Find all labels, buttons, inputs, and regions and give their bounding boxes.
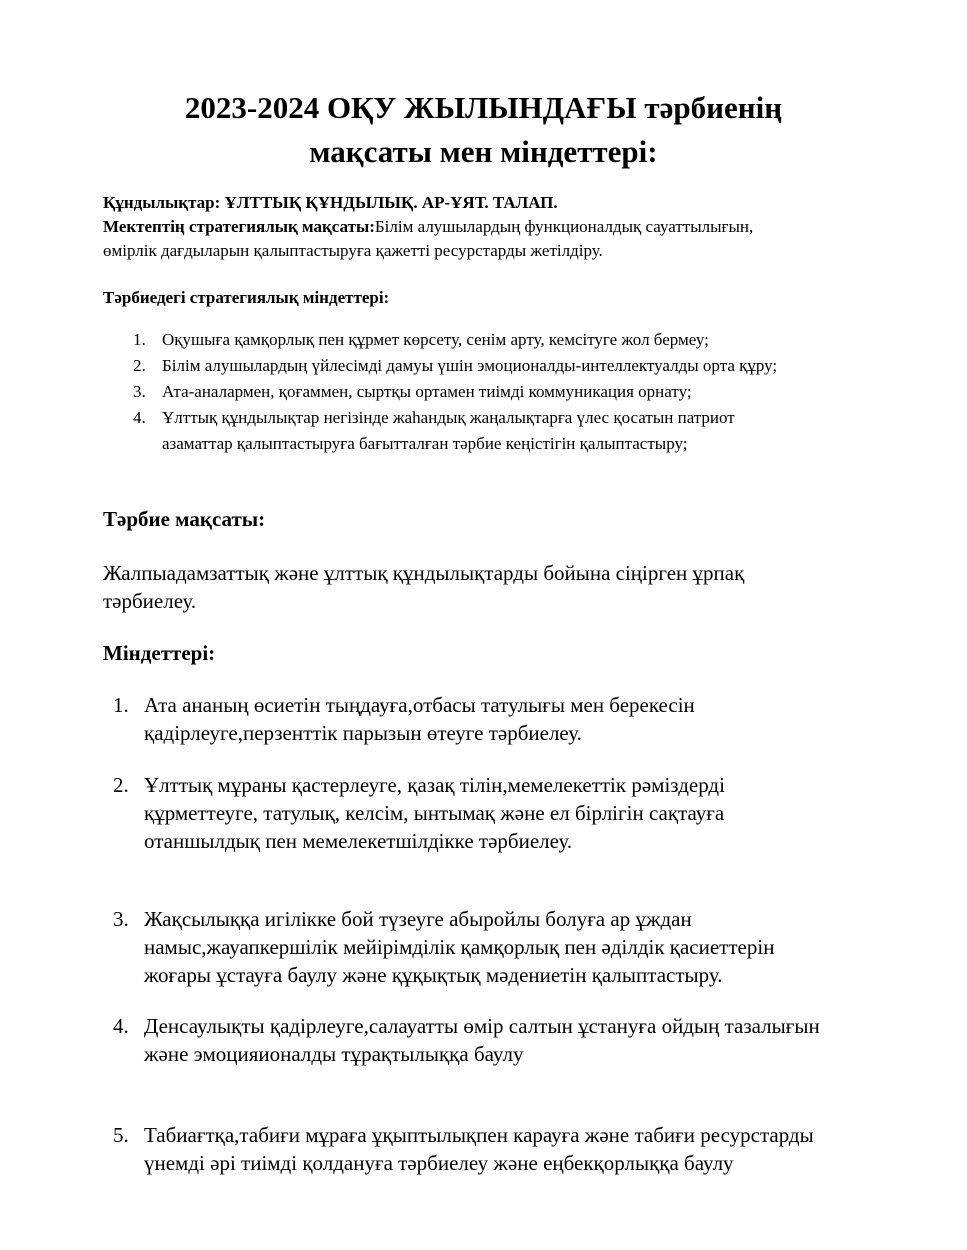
task-text-line: отаншылдық пен мемелекетшілдікке тәрбиелеу.: [144, 829, 573, 853]
task-text-line: Ұлттық мұраны қастерлеуге, қазақ тілін,мемелекеттік рәміздерді: [144, 773, 725, 797]
task-text-line: Ата ананың өсиетін тыңдауға,отбасы татулығы мен берекесін: [144, 693, 695, 717]
tasks-heading: Міндеттері:: [103, 641, 216, 665]
task-text-line: Табиағтқа,табиғи мұраға ұқыптылықпен карауға және табиғи ресурстарды: [144, 1123, 814, 1147]
title-line-2: мақсаты мен міндеттері:: [309, 134, 658, 169]
goal-text-line-1: Жалпыадамзаттық және ұлттық құндылықтарды бойына сіңірген ұрпақ: [103, 561, 745, 585]
strategic-goal-text-1: Білім алушылардың функционалдық сауаттылығын,: [374, 217, 754, 236]
task-number: 2.: [113, 773, 129, 797]
list-item-number: 1.: [133, 330, 146, 349]
list-item-number: 2.: [133, 356, 146, 375]
goal-text-line-2: тәрбиелеу.: [103, 589, 197, 613]
strategic-tasks-list: [103, 327, 913, 457]
values-text: ҰЛТТЫҚ ҚҰНДЫЛЫҚ. АР-ҰЯТ. ТАЛАП.: [220, 193, 558, 212]
list-item: [103, 327, 913, 353]
page-title: [60, 86, 907, 174]
task-text-line: Денсаулықты қадірлеуге,салауатты өмір салтын ұстануға ойдың тазалығын: [144, 1014, 820, 1038]
goal-text: [103, 559, 903, 615]
task-text-line: және эмоцияионалды тұрақтылыққа баулу: [144, 1042, 524, 1066]
list-item-text: Оқушыға қамқорлық пен құрмет көрсету, сенім арту, кемсітуге жол бермеу;: [162, 330, 709, 349]
task-number: 5.: [113, 1123, 129, 1147]
task-text-line: қадірлеуге,перзенттік парызын өтеуге тәрбиелеу.: [144, 721, 582, 745]
goal-heading: Тәрбие мақсаты:: [103, 507, 266, 531]
list-item-number: 4.: [133, 408, 146, 427]
task-number: 4.: [113, 1014, 129, 1038]
list-item-text: Білім алушылардың үйлесімді дамуы үшін эмоционалды-интеллектуалды орта құру;: [162, 356, 778, 375]
list-item: [103, 379, 913, 405]
task-text-line: үнемді әрі тиімді қолдануға тәрбиелеу және еңбекқорлыққа баулу: [144, 1151, 734, 1175]
list-item: [103, 353, 913, 379]
strategic-goal: [103, 215, 903, 263]
values-label: Құндылықтар:: [103, 193, 221, 212]
list-item: [103, 405, 913, 457]
task-number: 3.: [113, 907, 129, 931]
strategic-goal-text-2: өмірлік дағдыларын қалыптастыруға қажетті ресурстарды жетілдіру.: [103, 241, 603, 260]
task-text-line: жоғары ұстауға баулу және құқықтық мәдениетін қалыптастыру.: [144, 963, 723, 987]
task-text-line: намыс,жауапкершілік мейірімділік қамқорлық пен әділдік қасиеттерін: [144, 935, 775, 959]
task-text-line: Жақсылыққа игілікке бой түзеуге абыройлы болуға ар ұждан: [144, 907, 692, 931]
list-item-text: Ұлттық құндылықтар негізінде жаһандық жаңалықтарға үлес қосатын патриот: [162, 408, 735, 427]
task-text-line: құрметтеуге, татулық, келсім, ынтымақ және ел бірлігін сақтауға: [144, 801, 725, 825]
title-line-1: 2023-2024 ОҚУ ЖЫЛЫНДАҒЫ тәрбиенің: [184, 90, 783, 125]
strategic-tasks-heading: Тәрбиедегі стратегиялық міндеттері:: [103, 288, 390, 307]
list-item-number: 3.: [133, 382, 146, 401]
list-item-text: Ата-аналармен, қоғаммен, сыртқы ортамен тиімді коммуникация орнату;: [162, 382, 692, 401]
list-item-text-cont: азаматтар қалыптастыруға бағытталған тәрбие кеңістігін қалыптастыру;: [162, 434, 688, 453]
task-number: 1.: [113, 693, 129, 717]
values-line: [103, 191, 903, 215]
strategic-goal-label: Мектептің стратегиялық мақсаты:: [103, 217, 375, 236]
